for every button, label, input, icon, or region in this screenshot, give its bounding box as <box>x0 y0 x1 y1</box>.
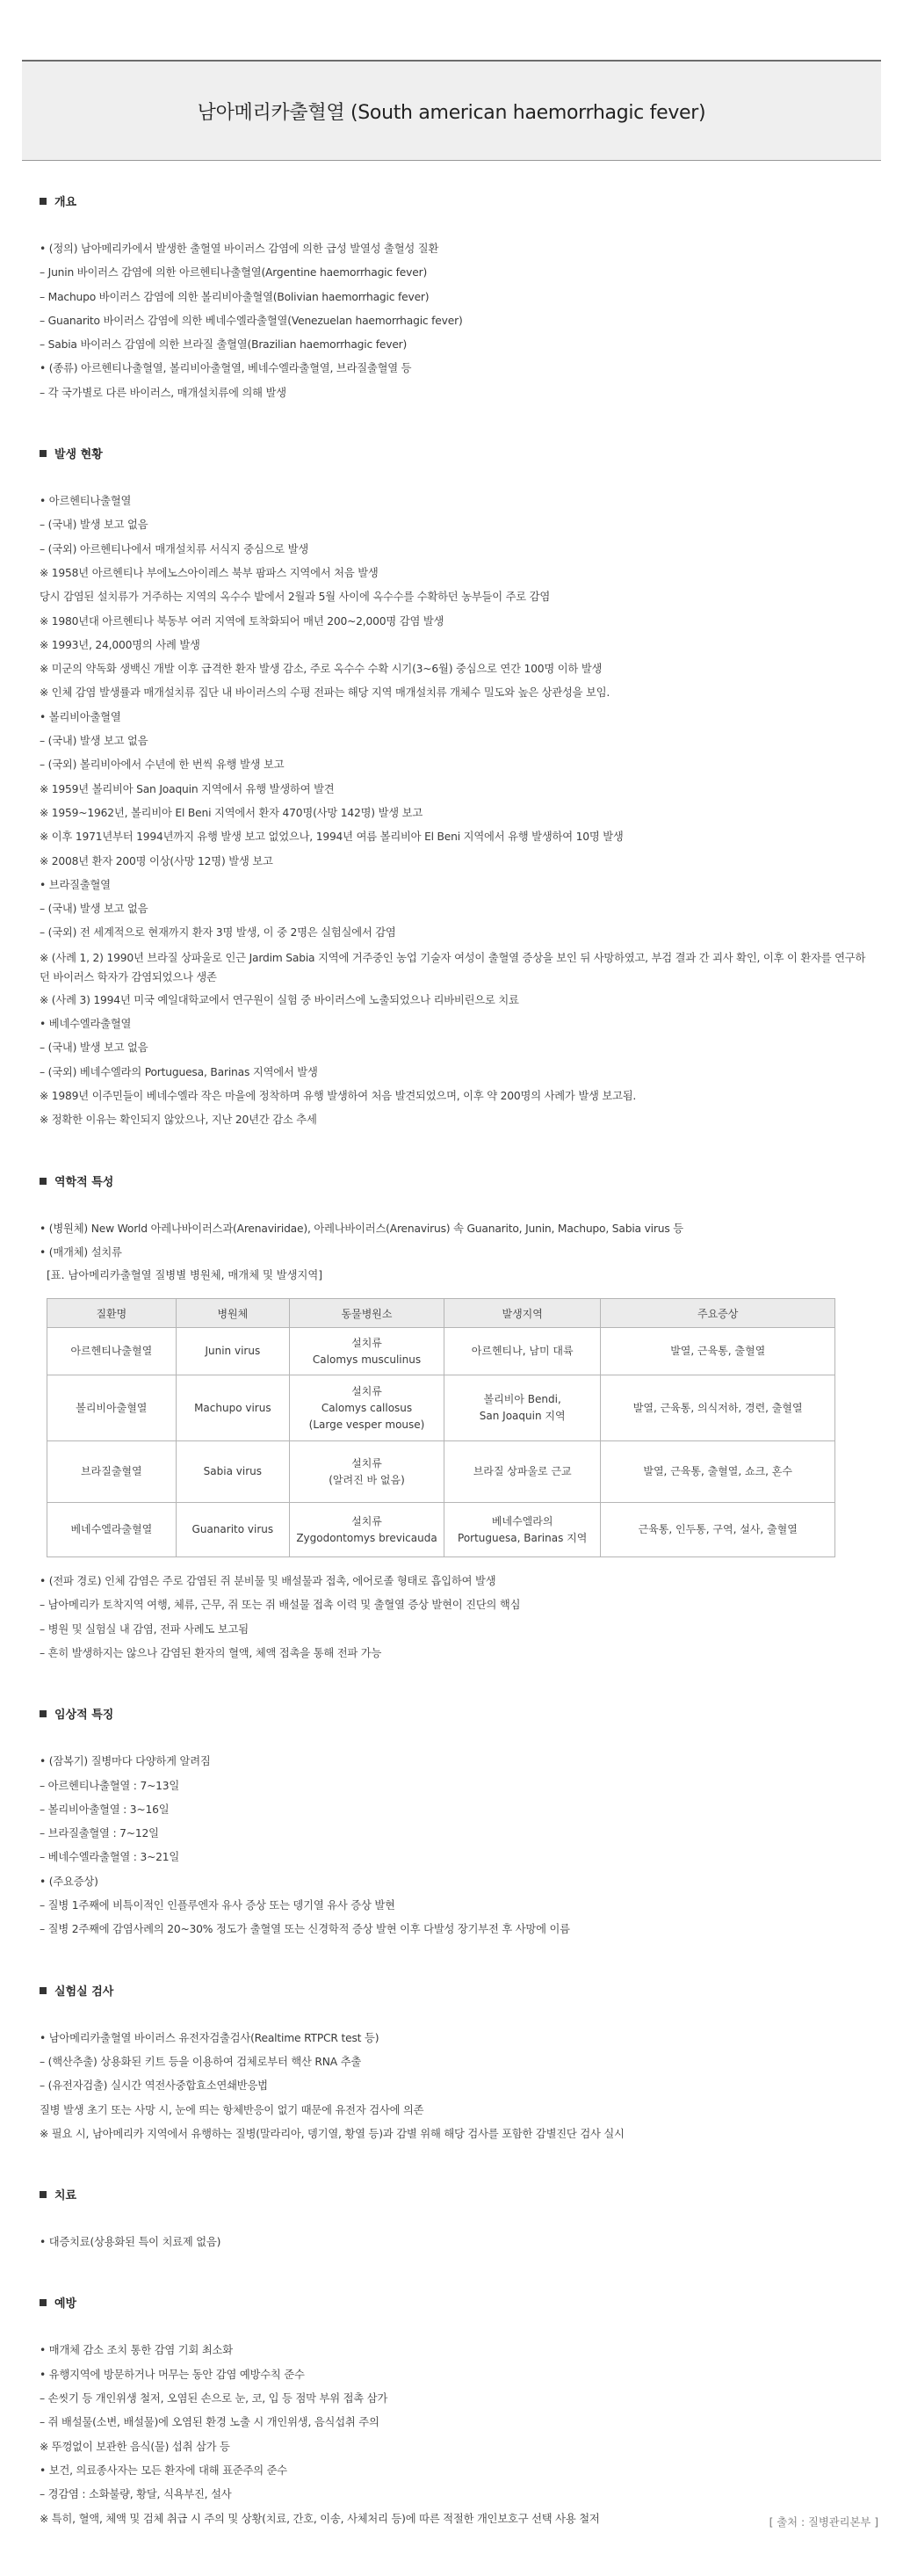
table-cell: 발열, 근육통, 출혈열 <box>601 1328 835 1375</box>
section-heading <box>40 447 874 463</box>
text-line: • (종류) 아르헨티나출혈열, 볼리비아출혈열, 베네수엘라출혈열, 브라질출혈열 등 <box>40 362 412 375</box>
text-line: – (국내) 발생 보고 없음 <box>40 1041 148 1055</box>
text-line: – 질병 1주째에 비특이적인 인플루엔자 유사 증상 또는 뎅기열 유사 증상 발현 <box>40 1899 395 1912</box>
section-heading-text: 역학적 특성 <box>54 1175 114 1189</box>
section-heading-text: 임상적 특징 <box>54 1709 114 1723</box>
text-line: – 흔히 발생하지는 않으나 감염된 환자의 혈액, 체액 접촉을 통해 전파 가능 <box>40 1646 382 1659</box>
text-line: • 아르헨티나출혈열 <box>40 495 132 508</box>
text-line: • (매개체) 설치류 <box>40 1245 122 1259</box>
square-bullet-icon <box>40 2191 47 2198</box>
text-line: ※ 1958년 아르헨티나 부에노스아이레스 북부 팜파스 지역에서 처음 발생 <box>40 566 379 579</box>
source-credit: [ 출처 : 질병관리본부 ] <box>769 2516 878 2529</box>
section <box>40 1708 874 1941</box>
text-line: • 유행지역에 방문하거나 머무는 동안 감염 예방수칙 준수 <box>40 2368 305 2381</box>
text-line: ※ 2008년 환자 200명 이상(사망 12명) 발생 보고 <box>40 854 273 867</box>
table-row <box>47 1441 835 1503</box>
table-cell: 브라질출혈열 <box>47 1441 177 1503</box>
text-line: ※ 뚜껑없이 보관한 음식(물) 섭취 삼가 등 <box>40 2440 230 2453</box>
text-line: ※ 1959~1962년, 볼리비아 El Beni 지역에서 환자 470명(사망 142명) 발생 보고 <box>40 806 423 819</box>
text-line: – (국내) 발생 보고 없음 <box>40 735 148 748</box>
section <box>40 1175 874 1666</box>
square-bullet-icon <box>40 2299 47 2306</box>
table-caption: [표. 남아메리카출혈열 질병별 병원체, 매개체 및 발생지역] <box>47 1269 323 1282</box>
square-bullet-icon <box>40 198 47 205</box>
table-cell: 아르헨티나, 남미 대륙 <box>444 1328 600 1375</box>
text-line: ※ 1980년대 아르헨티나 북동부 여러 지역에 토착화되어 매년 200~2,000명 감염 발생 <box>40 614 444 628</box>
table-cell: 설치류 Calomys musculinus <box>290 1328 444 1375</box>
text-line: ※ 1959년 볼리비아 San Joaquin 지역에서 유행 발생하여 발견 <box>40 782 335 795</box>
table-cell: 설치류 Calomys callosus (Large vesper mouse) <box>290 1375 444 1441</box>
text-line: – 베네수엘라출혈열 : 3~21일 <box>40 1851 180 1864</box>
table-cell: Guanarito virus <box>176 1503 289 1557</box>
table-cell: Sabia virus <box>176 1441 289 1503</box>
table-cell: 볼리비아 Bendi, San Joaquin 지역 <box>444 1375 600 1441</box>
text-line: – (국외) 베네수엘라의 Portuguesa, Barinas 지역에서 발생 <box>40 1065 318 1078</box>
table-header-cell: 주요증상 <box>601 1299 835 1328</box>
text-line: ※ 1993년, 24,000명의 사례 발생 <box>40 638 200 651</box>
text-line: – 경감염 : 소화불량, 황달, 식욕부진, 설사 <box>40 2488 232 2501</box>
text-line: – 병원 및 실험실 내 감염, 전파 사례도 보고됨 <box>40 1622 249 1636</box>
section-heading-text: 개요 <box>54 196 77 209</box>
section-heading <box>40 2188 874 2204</box>
table-cell: 설치류 (알려진 바 없음) <box>290 1441 444 1503</box>
text-line: – (국외) 전 세계적으로 현재까지 환자 3명 발생, 이 중 2명은 실험실에서 감염 <box>40 926 396 940</box>
text-line: ※ 특히, 혈액, 체액 및 검체 취급 시 주의 및 상황(치료, 간호, 이송, 사체처리 등)에 따른 적절한 개인보호구 선택 사용 철저 <box>40 2512 600 2525</box>
text-line: – (국내) 발생 보고 없음 <box>40 903 148 916</box>
text-line: – (국외) 볼리비아에서 수년에 한 번씩 유행 발생 보고 <box>40 758 285 772</box>
text-line: – Machupo 바이러스 감염에 의한 볼리비아출혈열(Bolivian haemorrhagic fever) <box>40 290 430 303</box>
section-heading <box>40 1708 874 1723</box>
text-line: – 볼리비아출혈열 : 3~16일 <box>40 1803 170 1816</box>
table-header-row <box>47 1299 835 1328</box>
section <box>40 1985 874 2146</box>
text-line: – 브라질출혈열 : 7~12일 <box>40 1827 159 1840</box>
section <box>40 2297 874 2530</box>
table-cell: 설치류 Zygodontomys brevicauda <box>290 1503 444 1557</box>
table-cell: 볼리비아출혈열 <box>47 1375 177 1441</box>
text-line: • (전파 경로) 인체 감염은 주로 감염된 쥐 분비물 및 배설물과 접촉, 에어로졸 형태로 흡입하여 발생 <box>40 1575 496 1588</box>
text-line: ※ 미군의 약독화 생백신 개발 이후 급격한 환자 발생 감소, 주로 옥수수 수확 시기(3~6월) 중심으로 연간 100명 이하 발생 <box>40 663 603 676</box>
square-bullet-icon <box>40 1710 47 1717</box>
table-cell: 베네수엘라의 Portuguesa, Barinas 지역 <box>444 1503 600 1557</box>
document-content <box>40 195 874 2573</box>
table-cell: 브라질 상파울로 근교 <box>444 1441 600 1503</box>
text-line: • 볼리비아출혈열 <box>40 710 121 723</box>
text-line: – 쥐 배설물(소변, 배설물)에 오염된 환경 노출 시 개인위생, 음식섭취 주의 <box>40 2416 379 2429</box>
table-cell: 근육통, 인두통, 구역, 설사, 출혈열 <box>601 1503 835 1557</box>
title-banner <box>22 60 881 161</box>
text-line: ※ 필요 시, 남아메리카 지역에서 유행하는 질병(말라리아, 뎅기열, 황열 등)과 감별 위해 해당 검사를 포함한 감별진단 검사 실시 <box>40 2127 625 2140</box>
text-line: • 보건, 의료종사자는 모든 환자에 대해 표준주의 준수 <box>40 2464 287 2477</box>
text-line: • 남아메리카출혈열 바이러스 유전자검출검사(Realtime RTPCR test 등) <box>40 2031 379 2044</box>
square-bullet-icon <box>40 450 47 457</box>
table-header-cell: 동물병원소 <box>290 1299 444 1328</box>
text-line: • (병원체) New World 아레나바이러스과(Arenaviridae), 아레나바이러스(Arenavirus) 속 Guanarito, Junin, Machupo, Sabia virus 등 <box>40 1222 683 1235</box>
table-cell: 발열, 근육통, 출혈열, 쇼크, 혼수 <box>601 1441 835 1503</box>
section-heading-text: 발생 현황 <box>54 448 103 462</box>
section <box>40 2188 874 2254</box>
table-cell: Junin virus <box>176 1328 289 1375</box>
text-line: ※ 정확한 이유는 확인되지 않았으나, 지난 20년간 감소 추세 <box>40 1114 317 1127</box>
text-line: ※ (사례 1, 2) 1990년 브라질 상파울로 인근 Jardim Sabia 지역에 거주중인 농업 기술자 여성이 출혈열 증상을 보인 뒤 사망하였고, 부검 결과 간 괴사 확인, 이후 이 환자를 연구하던 바이러스 학자가 감염되었으나 생존 <box>40 951 866 983</box>
text-line: – (국내) 발생 보고 없음 <box>40 519 148 532</box>
section-heading-text: 치료 <box>54 2189 77 2203</box>
text-line: ※ (사례 3) 1994년 미국 예일대학교에서 연구원이 실험 중 바이러스에 노출되었으나 리바비린으로 치료 <box>40 993 519 1006</box>
table-cell: 베네수엘라출혈열 <box>47 1503 177 1557</box>
table-cell: 발열, 근육통, 의식저하, 경련, 출혈열 <box>601 1375 835 1441</box>
text-line: 질병 발생 초기 또는 사망 시, 눈에 띄는 항체반응이 없기 때문에 유전자 검사에 의존 <box>40 2103 424 2116</box>
text-line: ※ 1989년 이주민들이 베네수엘라 작은 마을에 정착하며 유행 발생하여 처음 발견되었으며, 이후 약 200명의 사례가 발생 보고됨. <box>40 1089 637 1102</box>
disease-table <box>47 1298 835 1557</box>
text-line: – 각 국가별로 다른 바이러스, 매개설치류에 의해 발생 <box>40 386 286 399</box>
text-line: – Junin 바이러스 감염에 의한 아르헨티나출혈열(Argentine haemorrhagic fever) <box>40 266 428 279</box>
section-heading <box>40 195 874 211</box>
table-header-cell: 발생지역 <box>444 1299 600 1328</box>
text-line: ※ 이후 1971년부터 1994년까지 유행 발생 보고 없었으나, 1994년 여름 볼리비아 El Beni 지역에서 유행 발생하여 10명 발생 <box>40 831 624 844</box>
section-heading-text: 실험실 검사 <box>54 1985 114 1999</box>
table-row <box>47 1328 835 1375</box>
text-line: • (주요증상) <box>40 1875 98 1888</box>
section-heading <box>40 2297 874 2312</box>
text-line: • 베네수엘라출혈열 <box>40 1018 132 1031</box>
text-line: – (핵산추출) 상용화된 키트 등을 이용하여 검체로부터 핵산 RNA 추출 <box>40 2055 362 2068</box>
section <box>40 195 874 405</box>
text-line: • 매개체 감소 조치 통한 감염 기회 최소화 <box>40 2344 233 2357</box>
text-line: – 아르헨티나출혈열 : 7~13일 <box>40 1779 180 1792</box>
text-line: • 브라질출혈열 <box>40 878 111 891</box>
table-row <box>47 1375 835 1441</box>
section-heading <box>40 1985 874 2000</box>
text-line: – 질병 2주째에 감염사례의 20~30% 정도가 출혈열 또는 신경학적 증상 발현 이후 다발성 장기부전 후 사망에 이름 <box>40 1923 570 1936</box>
table-header-cell: 병원체 <box>176 1299 289 1328</box>
text-line: • (정의) 남아메리카에서 발생한 출혈열 바이러스 감염에 의한 급성 발열성 출혈성 질환 <box>40 243 439 255</box>
text-line: – 손씻기 등 개인위생 철저, 오염된 손으로 눈, 코, 입 등 점막 부위 접촉 삼가 <box>40 2392 388 2405</box>
text-line: 당시 감염된 설치류가 거주하는 지역의 옥수수 밭에서 2월과 5월 사이에 옥수수를 수확하던 농부들이 주로 감염 <box>40 591 551 604</box>
section-heading-text: 예방 <box>54 2297 77 2311</box>
section <box>40 447 874 1132</box>
page-title: 남아메리카출혈열 (South american haemorrhagic fever) <box>197 101 706 124</box>
table-cell: 아르헨티나출혈열 <box>47 1328 177 1375</box>
text-line: – (국외) 아르헨티나에서 매개설치류 서식지 중심으로 발생 <box>40 542 309 555</box>
table-header-cell: 질환명 <box>47 1299 177 1328</box>
text-line: – Sabia 바이러스 감염에 의한 브라질 출혈열(Brazilian haemorrhagic fever) <box>40 338 408 352</box>
text-line: • 대증치료(상용화된 특이 치료제 없음) <box>40 2236 221 2249</box>
text-line: – Guanarito 바이러스 감염에 의한 베네수엘라출혈열(Venezuelan haemorrhagic fever) <box>40 314 463 327</box>
text-line: • (잠복기) 질병마다 다양하게 알려짐 <box>40 1755 211 1768</box>
text-line: – 남아메리카 토착지역 여행, 체류, 근무, 쥐 또는 쥐 배설물 접촉 이력 및 출혈열 증상 발현이 진단의 핵심 <box>40 1599 521 1612</box>
section-heading <box>40 1175 874 1191</box>
text-line: – (유전자검출) 실시간 역전사중합효소연쇄반응법 <box>40 2079 268 2093</box>
table-cell: Machupo virus <box>176 1375 289 1441</box>
table-row <box>47 1503 835 1557</box>
square-bullet-icon <box>40 1178 47 1185</box>
square-bullet-icon <box>40 1987 47 1994</box>
text-line: ※ 인체 감염 발생률과 매개설치류 집단 내 바이러스의 수평 전파는 해당 지역 매개설치류 개체수 밀도와 높은 상관성을 보임. <box>40 686 610 700</box>
